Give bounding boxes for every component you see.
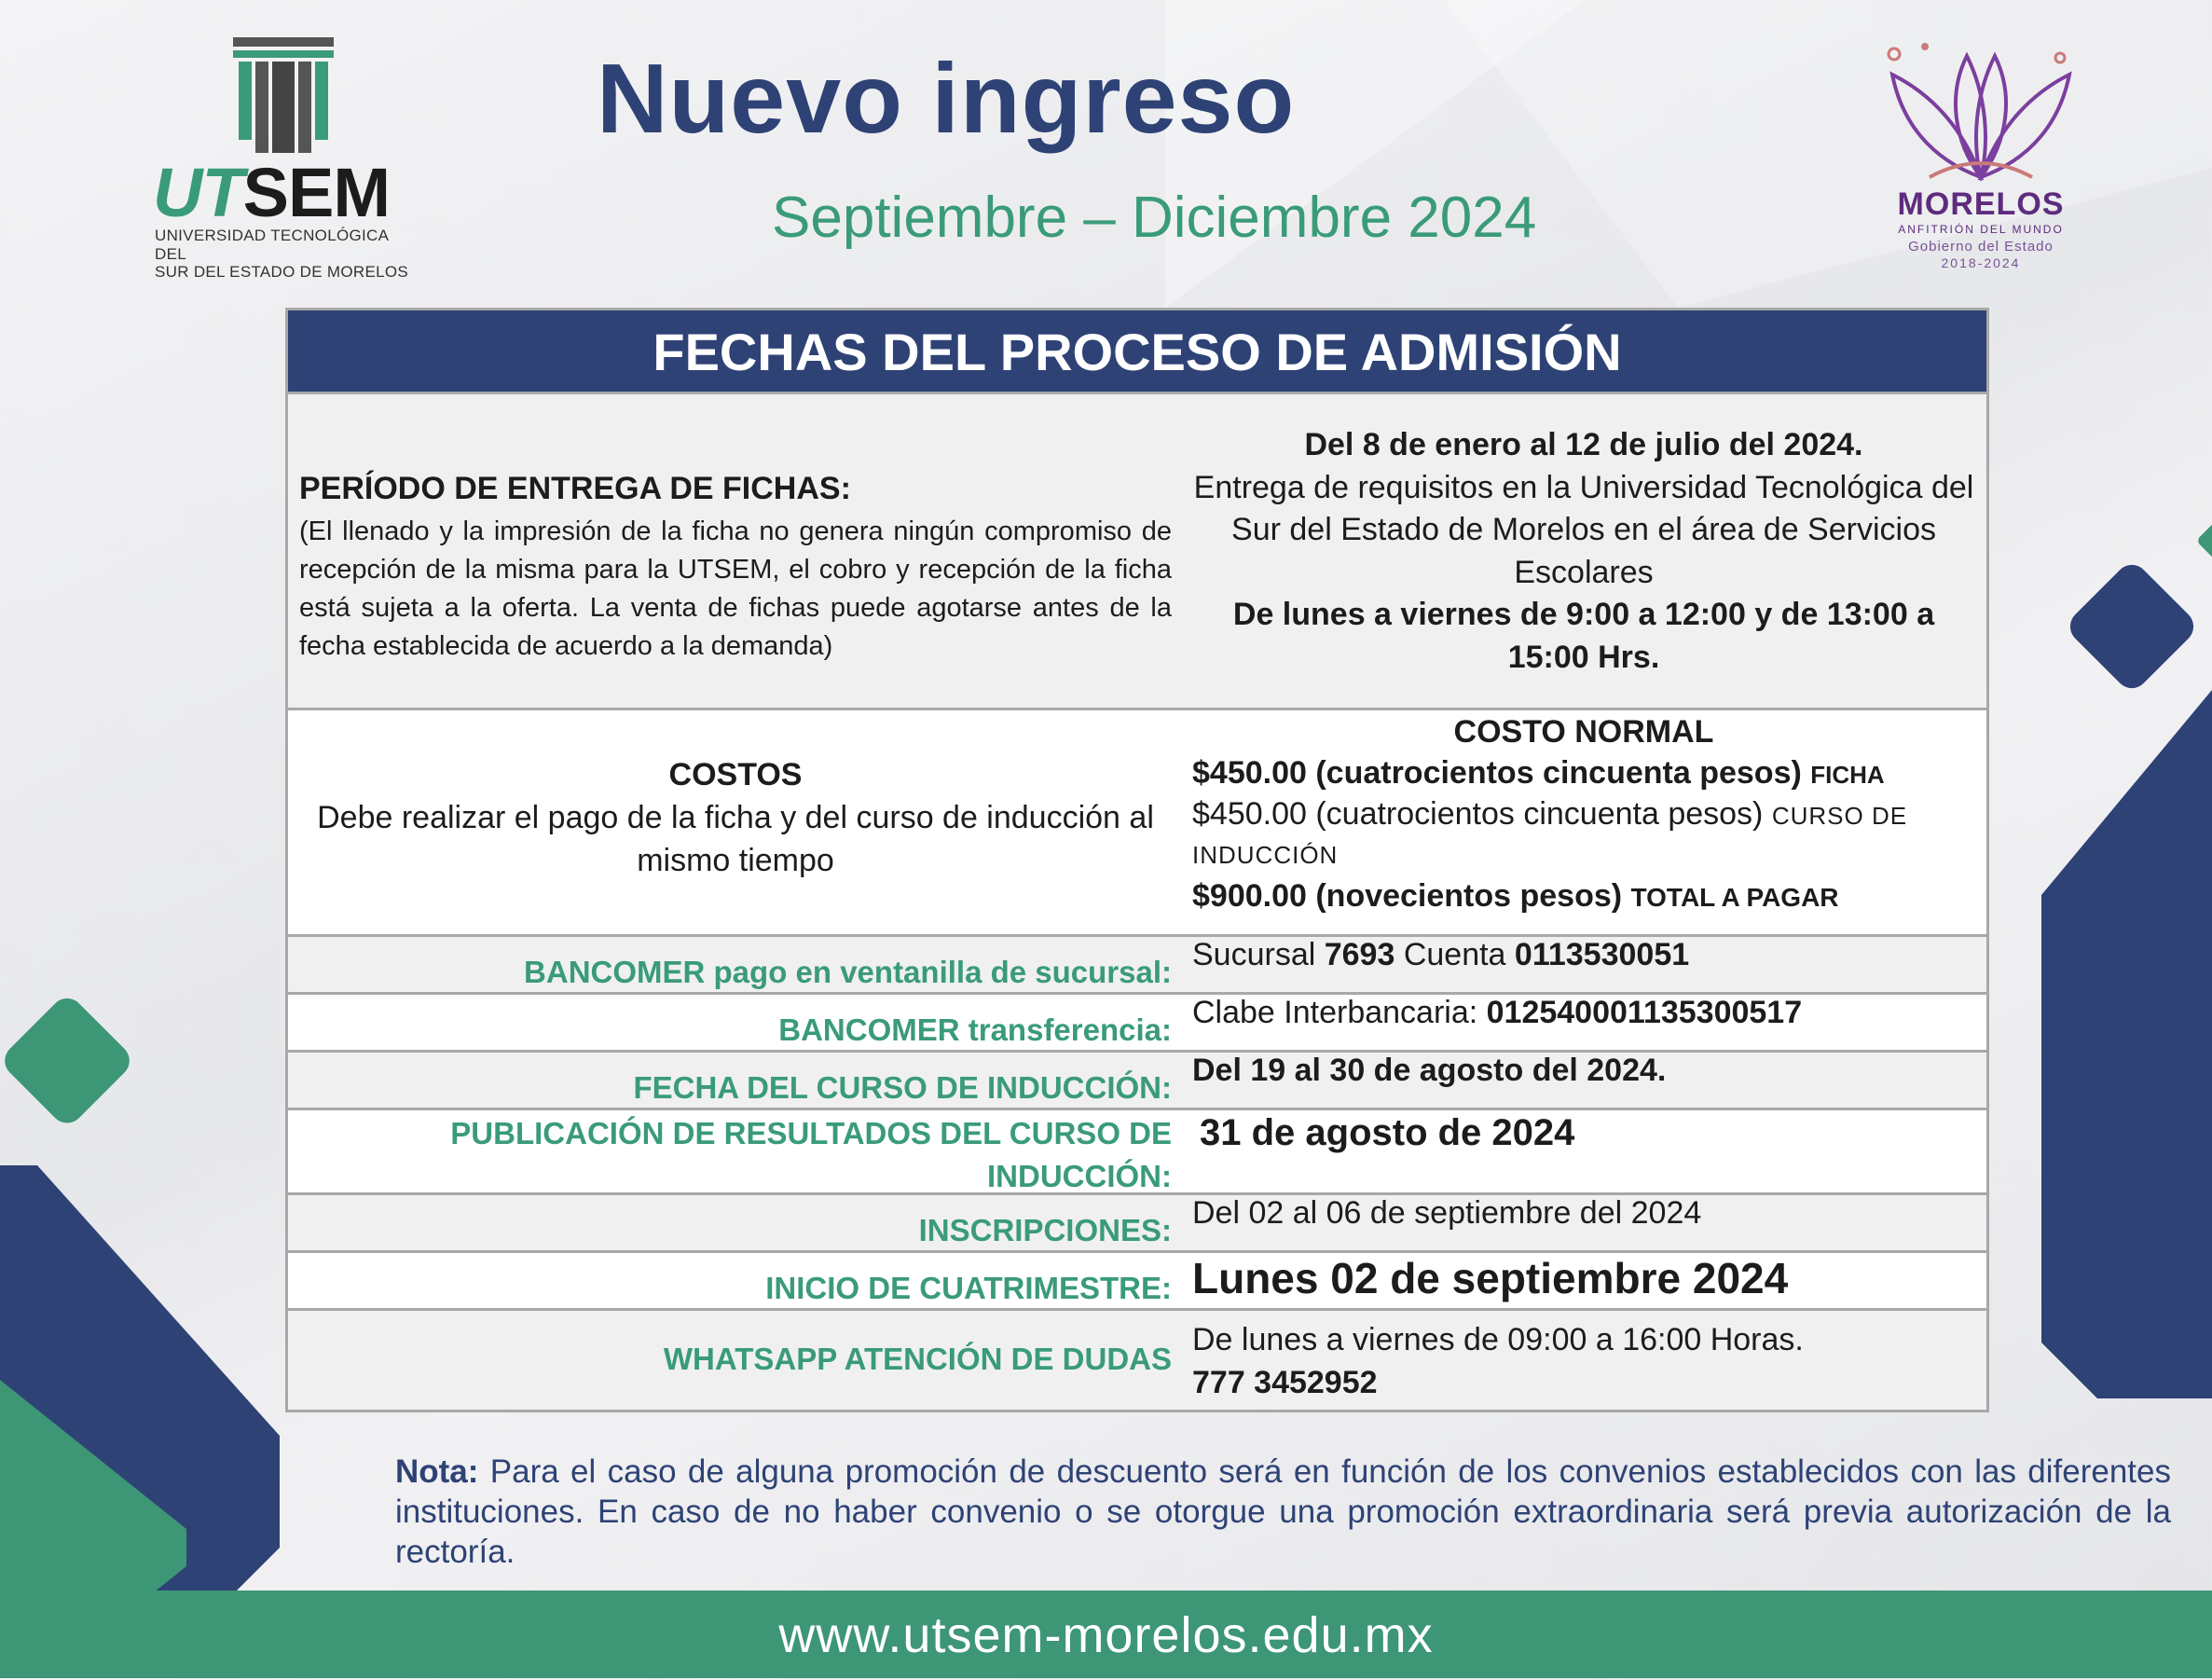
row-fichas <box>288 392 1986 708</box>
inicio-value: Lunes 02 de septiembre 2024 <box>1192 1254 1789 1302</box>
costo-curso: $450.00 (cuatrocientos cincuenta pesos) CURSO DE INDUCCIÓN <box>1192 796 1908 869</box>
navy-right-band <box>2041 690 2212 1398</box>
green-diamond-shape <box>0 991 136 1129</box>
row-bancomer-ventanilla: BANCOMER pago en ventanilla de sucursal: Sucursal 7693 Cuenta 0113530051 <box>288 934 1986 992</box>
navy-diamond-shape <box>2063 558 2200 695</box>
cuenta-number: 0113530051 <box>1514 937 1690 972</box>
green-band-shape <box>0 1380 186 1604</box>
fichas-horario: De lunes a viernes de 9:00 a 12:00 y de 13:00 a 15:00 Hrs. <box>1232 597 1935 675</box>
footer-bar <box>0 1590 2212 1678</box>
resultados-value: 31 de agosto de 2024 <box>1200 1112 1575 1153</box>
utsem-wordmark: UTSEM <box>153 154 391 231</box>
costos-label: COSTOS <box>668 757 803 792</box>
whatsapp-horario: De lunes a viernes de 09:00 a 16:00 Horas. <box>1192 1322 1804 1357</box>
lotus-icon <box>1874 37 2088 186</box>
row-inicio-cuatrimestre <box>288 1250 1986 1308</box>
admission-dates-table <box>285 308 1989 1412</box>
costos-desc: Debe realizar el pago de la ficha y del curso de inducción al mismo tiempo <box>317 800 1154 878</box>
costo-normal-heading: COSTO NORMAL <box>1453 714 1714 750</box>
whatsapp-phone: 777 3452952 <box>1192 1365 1378 1400</box>
row-whatsapp <box>288 1308 1986 1410</box>
costo-total: $900.00 (novecientos pesos) TOTAL A PAGAR <box>1192 878 1839 914</box>
table-heading: FECHAS DEL PROCESO DE ADMISIÓN <box>288 310 1986 392</box>
page-subtitle: Septiembre – Diciembre 2024 <box>772 186 1537 250</box>
nota-label: Nota: <box>395 1453 479 1490</box>
inicio-label: INICIO DE CUATRIMESTRE: <box>765 1271 1172 1305</box>
row-resultados <box>288 1108 1986 1192</box>
transferencia-label: BANCOMER transferencia: <box>778 1012 1172 1047</box>
inscripciones-value: Del 02 al 06 de septiembre del 2024 <box>1192 1195 1702 1231</box>
sucursal-number: 7693 <box>1324 937 1395 972</box>
resultados-label: PUBLICACIÓN DE RESULTADOS DEL CURSO DE INDUCCIÓN: <box>450 1116 1172 1193</box>
whatsapp-label: WHATSAPP ATENCIÓN DE DUDAS <box>663 1342 1172 1376</box>
page-title: Nuevo ingreso <box>597 44 1296 154</box>
utsem-logo <box>149 37 410 282</box>
row-inscripciones <box>288 1192 1986 1250</box>
fichas-label: PERÍODO DE ENTREGA DE FICHAS: <box>299 471 851 506</box>
row-curso-induccion <box>288 1050 1986 1108</box>
nota-text: Para el caso de alguna promoción de descuento será en función de los convenios establecidos con las diferentes instituciones. En caso de no haber convenio o se otorgue una promoción extraordinaria será previa autorización de la rectoría. <box>395 1453 2172 1570</box>
website-link[interactable]: www.utsem-morelos.edu.mx <box>778 1607 1434 1663</box>
navy-band-shape <box>0 1165 280 1604</box>
utsem-subtitle: UNIVERSIDAD TECNOLÓGICA DEL SUR DEL ESTADO DE MORELOS <box>155 227 408 282</box>
row-bancomer-transferencia: BANCOMER transferencia: Clabe Interbancaria: 012540001135300517 <box>288 992 1986 1050</box>
row-costos <box>288 708 1986 934</box>
morelos-logo: MORELOS ANFITRIÓN DEL MUNDO Gobierno del Estado 2018-2024 <box>1874 37 2088 280</box>
inscripciones-label: INSCRIPCIONES: <box>918 1213 1172 1247</box>
ventanilla-label: BANCOMER pago en ventanilla de sucursal: <box>524 955 1172 989</box>
costo-ficha: $450.00 (cuatrocientos cincuenta pesos) FICHA <box>1192 755 1885 791</box>
nota-paragraph <box>395 1452 2171 1572</box>
fichas-note: (El llenado y la impresión de la ficha no genera ningún compromiso de recepción de la misma para la UTSEM, el cobro y recepción de la ficha está sujeta a la oferta. La venta de fichas puede agotarse antes de la fecha establecida de acuerdo a la demanda) <box>299 516 1172 661</box>
clabe-number: 012540001135300517 <box>1486 995 1803 1030</box>
curso-label: FECHA DEL CURSO DE INDUCCIÓN: <box>633 1070 1172 1105</box>
fichas-requisitos: Entrega de requisitos en la Universidad Tecnológica del Sur del Estado de Morelos en el área de Servicios Escolares <box>1193 469 1974 590</box>
fichas-dates: Del 8 de enero al 12 de julio del 2024. <box>1304 427 1863 462</box>
columns-icon <box>233 37 334 157</box>
curso-value: Del 19 al 30 de agosto del 2024. <box>1192 1053 1667 1088</box>
